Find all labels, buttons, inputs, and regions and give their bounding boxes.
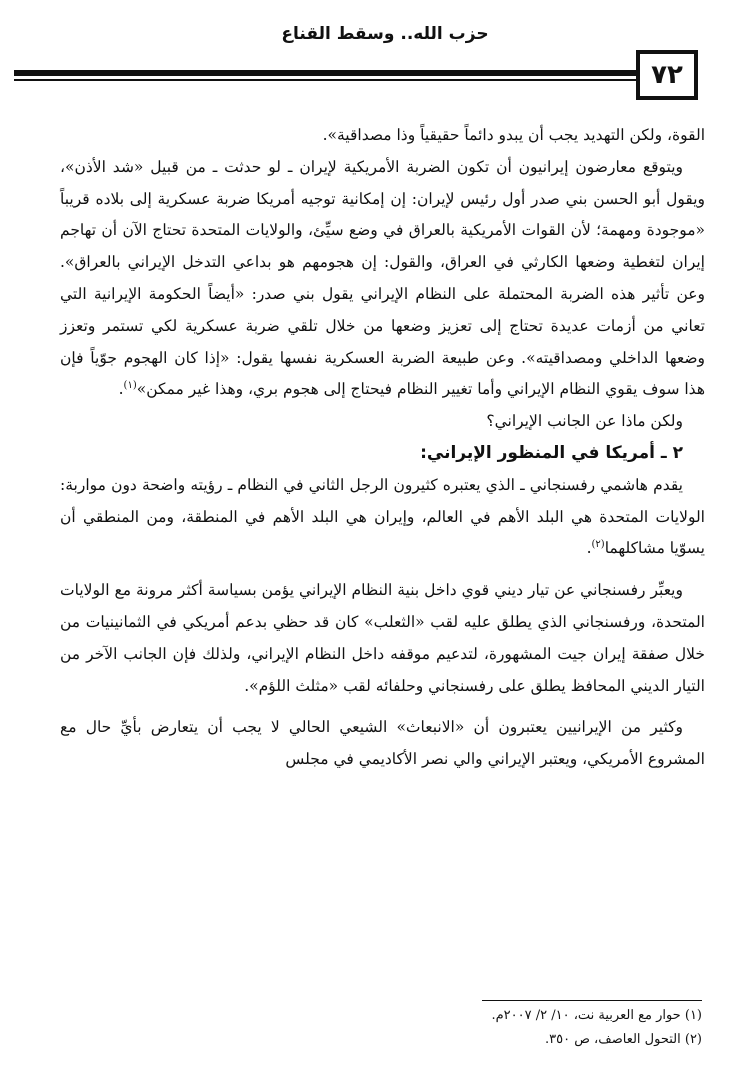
footnote-ref: (١) <box>123 380 137 392</box>
page-number: ٧٢ <box>636 50 698 100</box>
paragraph-continued: القوة، ولكن التهديد يجب أن يبدو دائماً حقيقياً وذا مصداقية». <box>322 126 705 144</box>
paragraph: ويتوقع معارضون إيرانيون أن تكون الضربة الأمريكية لإيران ـ لو حدثت ـ من قبيل «شد الأذن»، ويقول أبو الحسن بني صدر أول رئيس لإيران: إن إمكانية توجيه أمريكا ضربة عسكرية إلى بلاده قريباً «موجودة ومهمة؛ لأن القوات الأمريكية بالعراق في وضع سيِّئ، والولايات المتحدة تحتاج الآن أن تهاجم إيران لتغطية وضعها الكارثي في العراق، والقول: إن هجومهم هو بداعي التدخل الإيراني بالعراق». وعن تأثير هذه الضربة المحتملة على النظام الإيراني يقول بني صدر: «أيضاً الحكومة الإيرانية التي تعاني من أزمات عديدة تحتاج إلى تعزيز وضعها من خلال تلقي ضربة عسكرية لكي تستمر وتعزز وضعها الداخلي ومصداقيته». وعن طبيعة الضربة العسكرية نفسها يقول: «إذا كان الهجوم جوّياً فإن هذا سوف يقوي النظام الإيراني وأما تغيير النظام فيحتاج إلى هجوم بري، وهذا غير ممكن»$^{(١)}$. <box>60 157 705 399</box>
paragraph: ويعبِّر رفسنجاني عن تيار ديني قوي داخل بنية النظام الإيراني يؤمن بسياسة أكثر مرونة مع الولايات المتحدة، ورفسنجاني الذي يطلق عليه لقب «الثعلب» كان قد حظي بدعم أمريكي في الثمانينيات من خلال صفقة إيران جيت المشهورة، لتدعيم موقفه داخل النظام الإيراني، ولذلك فإن الجانب الآخر من التيار الديني المحافظ يطلق على رفسنجاني وحلفائه لقب «مثلث اللؤم». <box>60 581 705 695</box>
footnote: (٢) التحول العاصف، ص ٣٥٠. <box>544 1032 702 1047</box>
running-title: حزب الله.. وسقط القناع <box>281 24 489 44</box>
paragraph-text: ويتوقع معارضون إيرانيون أن تكون الضربة الأمريكية لإيران ـ لو حدثت ـ من قبيل «شد الأذن»، ويقول أبو الحسن بني صدر أول رئيس لإيران: إن إمكانية توجيه أمريكا ضربة عسكرية إلى بلاده قريباً «موجودة ومهمة؛ لأن القوات الأمريكية بالعراق في وضع سيِّئ، والولايات المتحدة تحتاج الآن أن تهاجم إيران لتغطية وضعها الكارثي في العراق، والقول: إن هجومهم هو بداعي التدخل الإيراني بالعراق». وعن تأثير هذه الضربة المحتملة على النظام الإيراني يقول بني صدر: «أيضاً الحكومة الإيرانية التي تعاني من أزمات عديدة تحتاج إلى تعزيز وضعها من خلال تلقي ضربة عسكرية لكي تستمر وتعزز وضعها الداخلي ومصداقيته». وعن طبيعة الضربة العسكرية نفسها يقول: «إذا كان الهجوم جوّياً فإن هذا سوف يقوي النظام الإيراني وأما تغيير النظام فيحتاج إلى هجوم بري، وهذا غير ممكن» <box>60 157 705 399</box>
paragraph: وكثير من الإيرانيين يعتبرون أن «الانبعاث» الشيعي الحالي لا يجب أن يتعارض بأيِّ حال مع المشروع الأمريكي، ويعتبر الإيراني والي نصر الأكاديمي في مجلس <box>60 718 705 769</box>
paragraph: يقدم هاشمي رفسنجاني ـ الذي يعتبره كثيرون الرجل الثاني في النظام ـ رؤيته واضحة دون مواربة: الولايات المتحدة هي البلد الأهم في العالم، وإيران هي البلد الأهم في المنطقة، ومن المنطقي أن يسوّيا مشاكلهما$^{(٢)}$. <box>60 475 705 558</box>
paragraph-text: يقدم هاشمي رفسنجاني ـ الذي يعتبره كثيرون الرجل الثاني في النظام ـ رؤيته واضحة دون مواربة: الولايات المتحدة هي البلد الأهم في العالم، وإيران هي البلد الأهم في المنطقة، ومن المنطقي أن يسوّيا مشاكلهما <box>60 475 705 558</box>
footnote: (١) حوار مع العربية نت، ١٠/ ٢/ ٢٠٠٧م. <box>491 1008 702 1023</box>
footnote-separator <box>482 1000 702 1001</box>
footnote-ref: (٢) <box>591 539 605 551</box>
paragraph: ولكن ماذا عن الجانب الإيراني؟ <box>486 412 683 431</box>
header-rule-thick <box>14 70 638 76</box>
header-rule-thin <box>14 79 638 81</box>
section-heading: ٢ ـ أمريكا في المنظور الإيراني: <box>420 442 683 463</box>
body-text <box>60 120 705 776</box>
footnotes <box>42 1004 702 1052</box>
